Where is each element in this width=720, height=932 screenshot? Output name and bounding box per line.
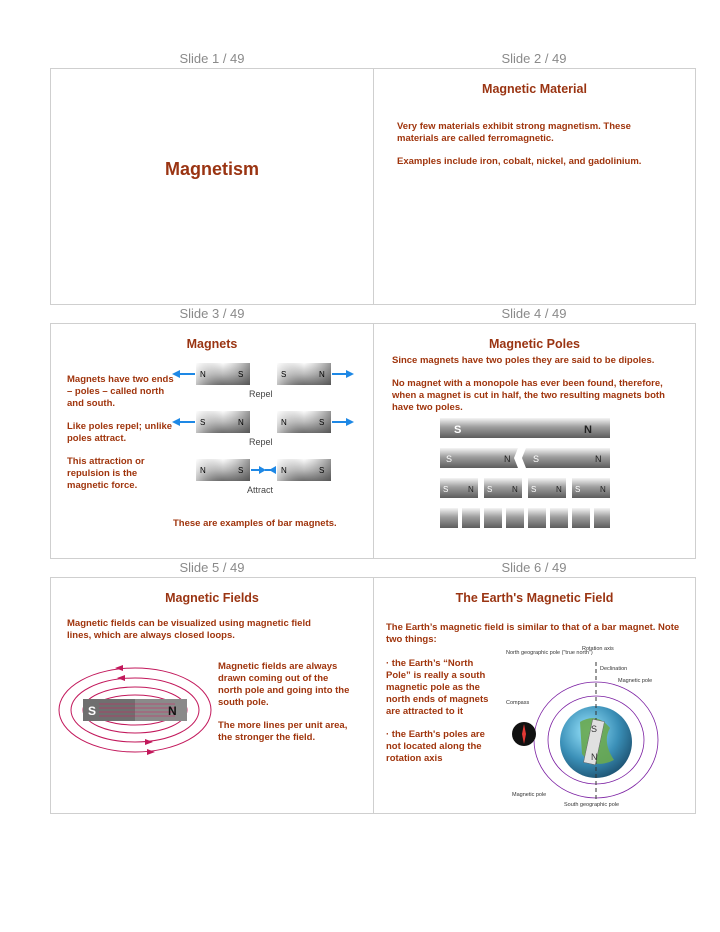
label-repel-1: Repel [249, 389, 273, 399]
magnet-2 [277, 363, 331, 385]
slide-6-label: Slide 6 / 49 [501, 560, 567, 575]
quarter-magnets [440, 478, 610, 498]
magnet-6-n: N [281, 466, 287, 475]
magnet-3-s: S [200, 418, 206, 427]
q2-s: S [487, 485, 493, 494]
field-lines-figure [55, 662, 215, 758]
label-mag-pole-bottom: Magnetic pole [512, 792, 547, 798]
slide-5[interactable] [50, 577, 374, 814]
slide-3-title: Magnets [186, 337, 238, 351]
label-rotation: Rotation axis [582, 646, 614, 652]
slide-5-para-3: The more lines per unit area, the stronger the field. [218, 720, 348, 743]
label-south-geo: South geographic pole [564, 802, 620, 808]
earth-field-figure [502, 642, 662, 812]
magnet-5 [196, 459, 250, 481]
q4-s: S [575, 485, 581, 494]
slide-5-title: Magnetic Fields [165, 591, 259, 605]
half-1-n: N [504, 454, 511, 464]
slide-3-body [67, 374, 177, 503]
magnet-1-n: N [200, 370, 206, 379]
slide-3-label: Slide 3 / 49 [179, 306, 245, 321]
half-1-s: S [446, 454, 453, 464]
whole-magnet-s: S [454, 424, 462, 436]
slide-4-body [392, 355, 684, 425]
bar-magnets-figure [169, 359, 359, 499]
half-magnets [440, 448, 610, 468]
q3-s: S [531, 485, 537, 494]
slide-4-para-2: No magnet with a monopole has ever been found, therefore, when a magnet is cut in half, the two resulting magnets both have two poles. [392, 378, 665, 413]
slide-4-label: Slide 4 / 49 [501, 306, 567, 321]
slide-1-label: Slide 1 / 49 [179, 51, 245, 66]
slide-1-title: Magnetism [164, 159, 260, 179]
slide-3-caption: These are examples of bar magnets. [173, 518, 337, 529]
q4-n: N [600, 485, 606, 494]
slide-4-title: Magnetic Poles [489, 337, 580, 351]
field-magnet-s: S [88, 704, 97, 718]
earth-magnet-n: N [591, 752, 598, 762]
magnet-5-s: S [238, 466, 244, 475]
whole-magnet-n: N [584, 424, 592, 436]
slide-2-para-1: Very few materials exhibit strong magnetism. These materials are called ferromagnetic. [397, 121, 631, 144]
magnet-4-s: S [319, 418, 325, 427]
slide-5-body-right [218, 661, 354, 755]
magnet-4 [277, 411, 331, 433]
slide-5-para-2: Magnetic fields are always drawn coming out of the north pole and going into the south pole. [218, 661, 350, 708]
eighth-magnets [440, 508, 610, 528]
slide-2-body [397, 121, 667, 179]
slide-4[interactable] [373, 323, 696, 559]
slide-6-body-left [386, 658, 498, 776]
label-compass: Compass [506, 700, 530, 706]
magnet-4-n: N [281, 418, 287, 427]
half-2-s: S [533, 454, 540, 464]
q2-n: N [512, 485, 518, 494]
slide-2-label: Slide 2 / 49 [501, 51, 567, 66]
magnet-2-n: N [319, 370, 325, 379]
slide-5-para-1: Magnetic fields can be visualized using magnetic field lines, which are always closed loops. [67, 618, 311, 641]
slide-1[interactable] [50, 68, 374, 305]
earth-magnet-s: S [591, 724, 598, 734]
magnet-3 [196, 411, 250, 433]
label-repel-2: Repel [249, 437, 273, 447]
half-2-n: N [595, 454, 602, 464]
magnet-2-s: S [281, 370, 287, 379]
slide-3-para-3: This attraction or repulsion is the magnetic force. [67, 456, 145, 491]
magnet-5-n: N [200, 466, 206, 475]
slide-2-title: Magnetic Material [482, 82, 587, 96]
slide-6-title: The Earth's Magnetic Field [455, 591, 614, 605]
q1-n: N [468, 485, 474, 494]
magnet-3-n: N [238, 418, 244, 427]
magnet-1 [196, 363, 250, 385]
slide-6-para-3: · the Earth's poles are not located along the rotation axis [386, 729, 485, 764]
slide-3-para-2: Like poles repel; unlike poles attract. [67, 421, 173, 444]
slide-3-para-1: Magnets have two ends – poles – called north and south. [67, 374, 174, 409]
cut-magnets-figure [440, 418, 612, 530]
label-declination: Declination [600, 666, 628, 672]
slide-6-para-1: The Earth’s magnetic field is similar to that of a bar magnet. Note two things: [386, 622, 680, 645]
slide-4-para-1: Since magnets have two poles they are said to be dipoles. [392, 355, 655, 366]
slide-2-para-2: Examples include iron, cobalt, nickel, and gadolinium. [397, 156, 642, 167]
magnet-6 [277, 459, 331, 481]
slide-2[interactable] [373, 68, 696, 305]
label-attract: Attract [247, 485, 274, 495]
label-mag-pole-top: Magnetic pole [618, 678, 653, 684]
q1-s: S [443, 485, 449, 494]
whole-magnet [440, 418, 610, 438]
magnet-1-s: S [238, 370, 244, 379]
slide-6-para-2: · the Earth’s “North Pole” is really a south magnetic pole as the north ends of magnets are attracted to it [386, 658, 489, 717]
label-north-geo: North geographic pole ("true north") [506, 650, 593, 656]
field-magnet-n: N [168, 704, 177, 718]
slide-3[interactable] [50, 323, 374, 559]
slide-5-label: Slide 5 / 49 [179, 560, 245, 575]
q3-n: N [556, 485, 562, 494]
slide-6[interactable] [373, 577, 696, 814]
magnet-6-s: S [319, 466, 325, 475]
